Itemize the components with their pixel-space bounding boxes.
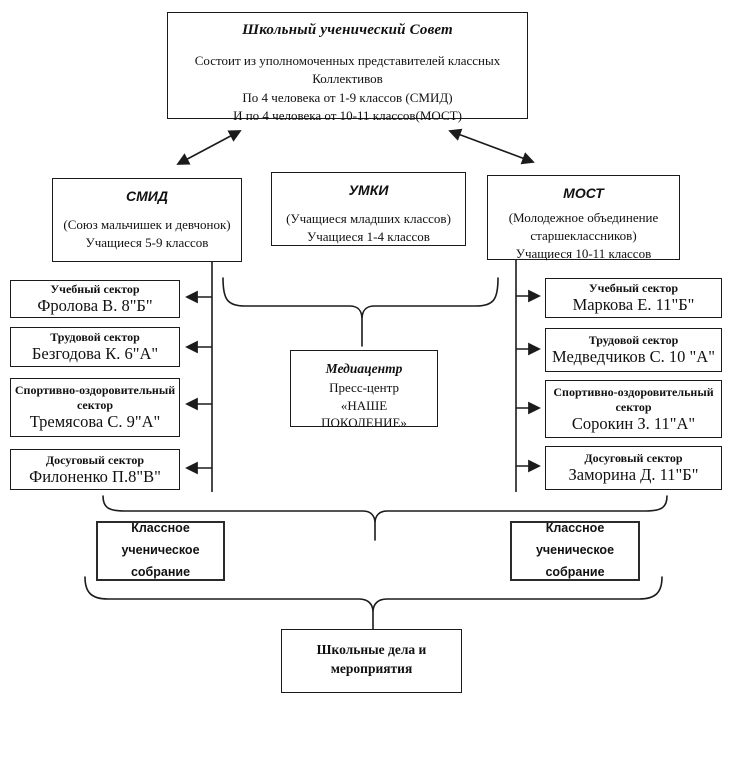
class-meeting-line: ученическое [535, 543, 615, 558]
media-center-line: ПОКОЛЕНИЕ» [321, 415, 407, 431]
umki-line: (Учащиеся младших классов) [286, 211, 451, 226]
sector-title: Спортивно-оздоровительный сектор [14, 383, 176, 413]
arrow-council-smid [178, 131, 240, 164]
class-meeting-box-right [510, 521, 640, 581]
class-meeting-line: Классное [545, 521, 605, 536]
sector-box-smid-study [10, 280, 180, 318]
arrow-council-most [450, 131, 533, 162]
umki-title: УМКИ [348, 182, 389, 198]
sector-title: Трудовой сектор [50, 330, 140, 345]
sector-box-smid-leisure [10, 449, 180, 490]
council-title: Школьный ученический Совет [242, 22, 453, 38]
umki-description [272, 210, 465, 246]
smid-description [53, 216, 241, 252]
sector-title: Учебный сектор [588, 281, 679, 296]
sector-title: Трудовой сектор [588, 333, 679, 348]
class-meeting-line: Классное [131, 521, 190, 536]
school-affairs-box [281, 629, 462, 693]
sector-person: Филоненко П.8"В" [29, 466, 161, 486]
most-box [487, 175, 680, 260]
smid-line: (Союз мальчишек и девчонок) [63, 217, 231, 232]
sector-person: Фролова В. 8"Б" [37, 296, 153, 316]
school-affairs-line: Школьные дела и [316, 642, 427, 657]
most-line: Учащиеся 10-11 классов [515, 246, 652, 262]
council-line: Состоит из уполномоченных представителей классных [194, 53, 501, 68]
most-line: (Молодежное объединение [508, 210, 659, 225]
sector-person: Маркова Е. 11"Б" [572, 295, 695, 315]
sector-box-most-study [545, 278, 722, 318]
sector-box-most-labor [545, 328, 722, 372]
media-center-description [291, 379, 437, 432]
sector-person: Заморина Д. 11"Б" [568, 465, 699, 485]
sector-title: Учебный сектор [50, 282, 140, 297]
umki-box [271, 172, 466, 246]
media-center-title: Медиацентр [325, 361, 403, 376]
brace-to-school-affairs [85, 577, 662, 629]
council-box [167, 12, 528, 124]
sector-box-smid-labor [10, 327, 180, 367]
sector-person: Медведчиков С. 10 "А" [552, 347, 715, 367]
most-title: МОСТ [563, 185, 604, 201]
sector-person: Тремясова С. 9"А" [29, 412, 161, 432]
council-description [168, 52, 527, 126]
class-meeting-line: собрание [130, 564, 191, 579]
sector-box-most-leisure [545, 446, 722, 490]
sector-person: Сорокин З. 11"А" [571, 413, 696, 433]
most-line: старшеклассников) [530, 228, 637, 244]
sector-title: Досуговый сектор [45, 452, 145, 467]
sector-title: Досуговый сектор [584, 451, 683, 466]
media-center-box [290, 350, 438, 431]
smid-box [52, 178, 242, 262]
council-line: По 4 человека от 1-9 классов (СМИД) [242, 89, 453, 105]
media-center-line: «НАШЕ [340, 397, 388, 413]
school-affairs-line: мероприятия [330, 660, 413, 676]
sector-title: Спортивно-оздоровительный сектор [553, 384, 714, 414]
most-description [488, 209, 679, 264]
sector-box-smid-sport [10, 378, 180, 437]
umki-line: Учащиеся 1-4 классов [307, 229, 430, 245]
class-meeting-box-left [96, 521, 225, 581]
sector-person: Безгодова К. 6"А" [31, 344, 159, 364]
council-line: Коллективов [312, 71, 383, 87]
smid-title: СМИД [126, 188, 168, 204]
media-center-line: Пресс-центр [329, 380, 399, 395]
smid-line: Учащиеся 5-9 классов [85, 235, 209, 251]
council-line: И по 4 человека от 10-11 классов(МОСТ) [233, 108, 462, 124]
brace-to-media-center [223, 278, 498, 346]
class-meeting-line: ученическое [121, 543, 200, 558]
sector-box-most-sport [545, 380, 722, 438]
class-meeting-line: собрание [545, 564, 605, 579]
